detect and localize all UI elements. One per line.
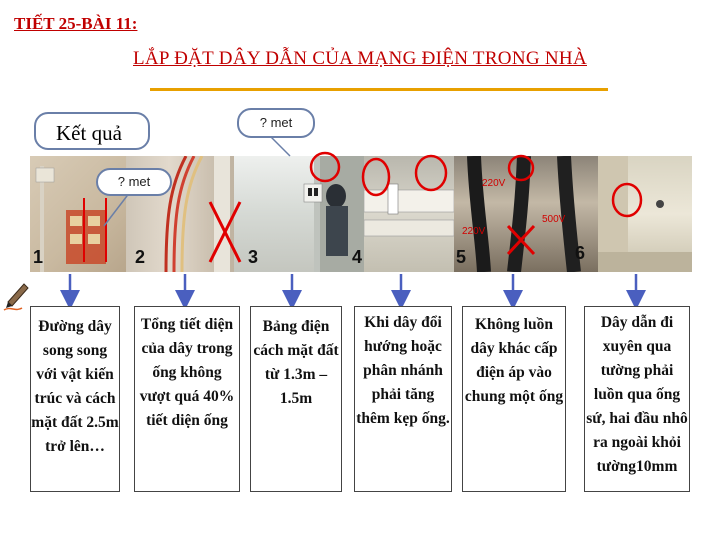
voltage-label-220v-bottom: 220V (462, 226, 486, 237)
down-arrows (70, 274, 636, 300)
rule-text-3: Bảng điện cách mặt đất từ 1.3m – 1.5m (253, 318, 339, 407)
title-underline (150, 88, 608, 91)
page-title: LẮP ĐẶT DÂY DẪN CỦA MẠNG ĐIỆN TRONG NHÀ (133, 48, 587, 69)
pen-icon (4, 284, 28, 310)
photo-number-1: 1 (33, 247, 44, 267)
rule-box-3 (250, 306, 342, 492)
result-label: Kết quả (56, 121, 122, 145)
photo-branch-clamps (364, 156, 454, 272)
meter-callout-left (96, 168, 172, 196)
photo-number-3: 3 (248, 247, 259, 267)
photo-number-6: 6 (575, 243, 586, 263)
meter-callout-left-label: ? met (117, 174, 151, 189)
voltage-label-500v: 500V (542, 214, 566, 225)
rule-box-6 (584, 306, 690, 492)
photo-wall-porcelain-tube (598, 156, 692, 272)
rule-text-2: Tổng tiết diện của dây trong ống không vượt quá 40% tiết diện ống (139, 316, 235, 429)
photo-wall-art (598, 156, 692, 272)
voltage-label-220v-top: 220V (482, 178, 506, 189)
meter-callout-top (237, 108, 315, 138)
rule-text-6: Dây dẫn đi xuyên qua tường phải luồn qua ống sứ, hai đầu nhô ra ngoài khỏi tường10mm (586, 314, 688, 475)
result-callout (34, 112, 150, 150)
rule-box-2 (134, 306, 240, 492)
rule-text-4: Khi dây đổi hướng hoặc phân nhánh phải tăng thêm kẹp ống. (356, 314, 450, 427)
photo-number-4: 4 (352, 247, 363, 267)
lesson-label: TIẾT 25-BÀI 11: (14, 14, 138, 33)
photo-number-2: 2 (135, 247, 146, 267)
meter-callout-top-label: ? met (259, 115, 293, 130)
rule-text-1: Đường dây song song với vật kiến trúc và cách mặt đất 2.5m trở lên… (31, 318, 119, 455)
rule-box-5 (462, 306, 566, 492)
rule-text-5: Không luồn dây khác cấp điện áp vào chung một ống (464, 316, 564, 405)
photo-clamps-art (364, 156, 454, 272)
photo-number-5: 5 (456, 247, 467, 267)
rule-box-4 (354, 306, 452, 492)
rule-box-1 (30, 306, 120, 492)
